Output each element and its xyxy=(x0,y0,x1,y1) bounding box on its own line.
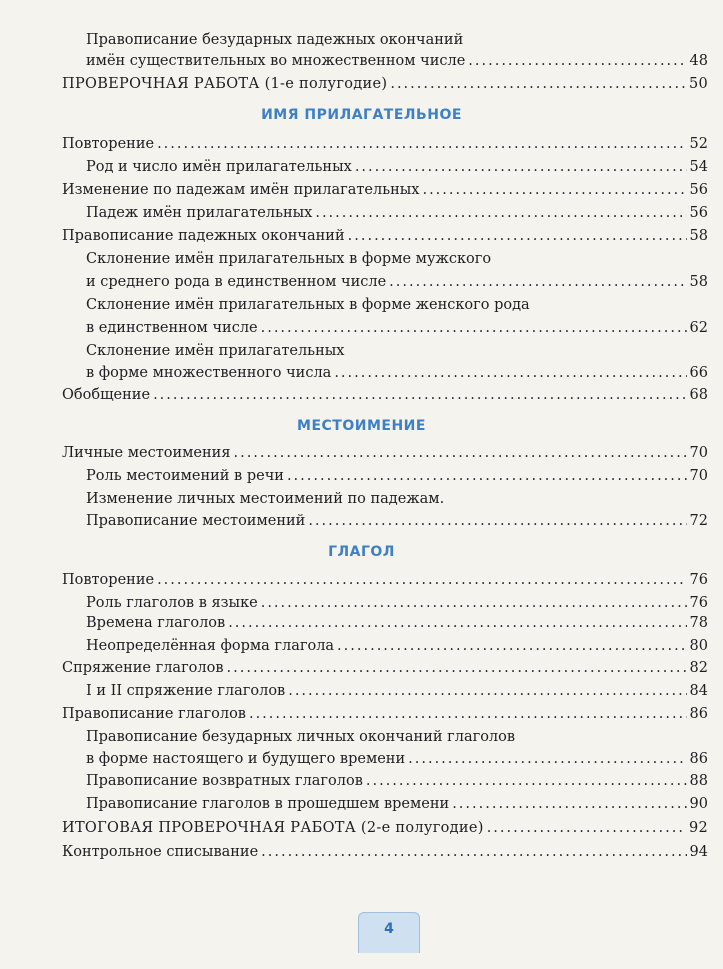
toc-entry-text: Изменение личных местоимений по падежам. xyxy=(86,491,445,507)
section-heading: МЕСТОИМЕНИЕ xyxy=(297,418,426,434)
toc-page-number: 50 xyxy=(688,76,708,92)
toc-entry xyxy=(86,770,708,792)
toc-page-number: 48 xyxy=(689,53,708,69)
toc-page-number: 90 xyxy=(689,796,708,812)
page-number-tab xyxy=(358,912,420,953)
toc-entry xyxy=(86,50,708,72)
toc-entry-text: Повторение xyxy=(62,572,155,588)
leader-dots xyxy=(227,657,687,679)
leader-dots xyxy=(308,510,686,532)
toc-entry-text: Повторение xyxy=(62,136,155,152)
toc-entry-text: в форме настоящего и будущего времени xyxy=(86,751,406,767)
leader-dots xyxy=(334,362,686,384)
toc-entry-text: Правописание безударных падежных окончаний xyxy=(86,32,464,48)
toc-entry-text: I и II спряжение глаголов xyxy=(86,683,286,699)
toc-entry xyxy=(62,817,708,839)
toc-entry-text: Правописание возвратных глаголов xyxy=(86,773,363,789)
toc-entry-text: Спряжение глаголов xyxy=(62,660,224,676)
leader-dots xyxy=(153,384,686,406)
toc-page-number: 66 xyxy=(689,365,708,381)
leader-dots xyxy=(452,793,686,815)
toc-entry-text: Изменение по падежам имён прилагательных xyxy=(62,182,420,198)
leader-dots xyxy=(337,635,687,657)
toc-entry-text: Правописание местоимений xyxy=(86,513,306,529)
toc-page-number: 58 xyxy=(689,228,708,244)
toc-entry-text: Времена глаголов xyxy=(86,615,226,631)
toc-entry-text: в единственном числе xyxy=(86,320,258,336)
leader-dots xyxy=(408,748,686,770)
leader-dots xyxy=(287,465,687,487)
toc-entry xyxy=(86,748,708,770)
toc-entry xyxy=(62,133,708,155)
section-heading: ИМЯ ПРИЛАГАТЕЛЬНОЕ xyxy=(261,107,462,123)
toc-entry-text: Неопределённая форма глагола xyxy=(86,638,335,654)
leader-dots xyxy=(288,680,686,702)
toc-entry-text: Склонение имён прилагательных в форме мужского xyxy=(86,251,492,267)
toc-page-number: 92 xyxy=(688,820,708,836)
toc-page-number: 68 xyxy=(689,387,708,403)
toc-page-number: 72 xyxy=(689,513,708,529)
leader-dots xyxy=(249,703,687,725)
toc-entry xyxy=(86,592,708,614)
leader-dots xyxy=(348,225,687,247)
toc-page-number: 62 xyxy=(689,320,708,336)
toc-entry-text: Правописание глаголов в прошедшем времени xyxy=(86,796,450,812)
toc-entry-text: Падеж имён прилагательных xyxy=(86,205,313,221)
toc-entry-text: Склонение имён прилагательных в форме женского рода xyxy=(86,297,530,313)
toc-page-number: 56 xyxy=(689,182,708,198)
toc-entry xyxy=(86,793,708,815)
toc-entry-text: Род и число имён прилагательных xyxy=(86,159,352,175)
toc-entry xyxy=(62,384,708,406)
toc-page-number: 76 xyxy=(689,595,708,611)
toc-page-number: 88 xyxy=(689,773,708,789)
toc-entry xyxy=(62,179,708,201)
toc-page-number: 86 xyxy=(689,706,708,722)
leader-dots xyxy=(315,202,686,224)
toc-entry-text: Обобщение xyxy=(62,387,151,403)
toc-entry-text: Правописание падежных окончаний xyxy=(62,228,345,244)
toc-entry xyxy=(62,73,708,95)
leader-dots xyxy=(233,442,686,464)
toc-entry-text: ПРОВЕРОЧНАЯ РАБОТА (1-е полугодие) xyxy=(62,76,388,92)
leader-dots xyxy=(228,612,686,634)
leader-dots xyxy=(355,156,687,178)
toc-page-number: 70 xyxy=(689,445,708,461)
toc-page-number: 52 xyxy=(689,136,708,152)
toc-entry xyxy=(62,225,708,247)
toc-entry-text: Личные местоимения xyxy=(62,445,231,461)
toc-entry xyxy=(86,612,708,634)
toc-entry xyxy=(86,271,708,293)
page-number: 4 xyxy=(384,921,394,937)
toc-page-number: 58 xyxy=(689,274,708,290)
leader-dots xyxy=(261,592,687,614)
leader-dots xyxy=(487,817,686,839)
toc-page-number: 84 xyxy=(689,683,708,699)
toc-page-number: 56 xyxy=(689,205,708,221)
toc-entry-text: и среднего рода в единственном числе xyxy=(86,274,387,290)
toc-entry xyxy=(86,635,708,657)
toc-entry xyxy=(62,569,708,591)
toc-entry-text: Роль глаголов в языке xyxy=(86,595,258,611)
toc-entry-text: в форме множественного числа xyxy=(86,365,332,381)
toc-page-number: 82 xyxy=(689,660,708,676)
toc-entry xyxy=(86,680,708,702)
leader-dots xyxy=(468,50,686,72)
toc-entry xyxy=(62,703,708,725)
toc-entry xyxy=(86,362,708,384)
leader-dots xyxy=(390,73,686,95)
toc-entry-text: имён существительных во множественном числе xyxy=(86,53,466,69)
leader-dots xyxy=(422,179,686,201)
toc-entry-text: Правописание глаголов xyxy=(62,706,246,722)
toc-page-number: 86 xyxy=(689,751,708,767)
toc-entry-text: ИТОГОВАЯ ПРОВЕРОЧНАЯ РАБОТА (2-е полугодие) xyxy=(62,820,484,836)
leader-dots xyxy=(389,271,686,293)
toc-entry xyxy=(86,156,708,178)
leader-dots xyxy=(261,317,687,339)
toc-entry-text: Контрольное списывание xyxy=(62,844,259,860)
toc-entry xyxy=(62,657,708,679)
leader-dots xyxy=(157,133,686,155)
toc-entry xyxy=(62,442,708,464)
section-heading: ГЛАГОЛ xyxy=(328,544,395,560)
toc-page-number: 70 xyxy=(689,468,708,484)
leader-dots xyxy=(366,770,687,792)
toc-entry-text: Склонение имён прилагательных xyxy=(86,343,345,359)
toc-page-number: 94 xyxy=(689,844,708,860)
toc-entry-text: Роль местоимений в речи xyxy=(86,468,284,484)
toc-entry xyxy=(86,510,708,532)
toc-entry xyxy=(86,317,708,339)
leader-dots xyxy=(261,841,686,863)
toc-entry xyxy=(62,841,708,863)
toc-page-number: 76 xyxy=(689,572,708,588)
toc-entry xyxy=(86,202,708,224)
toc-page-number: 78 xyxy=(689,615,708,631)
toc-page-number: 54 xyxy=(689,159,708,175)
leader-dots xyxy=(157,569,686,591)
toc-entry xyxy=(86,465,708,487)
toc-entry-text: Правописание безударных личных окончаний глаголов xyxy=(86,729,516,745)
toc-page-number: 80 xyxy=(689,638,708,654)
